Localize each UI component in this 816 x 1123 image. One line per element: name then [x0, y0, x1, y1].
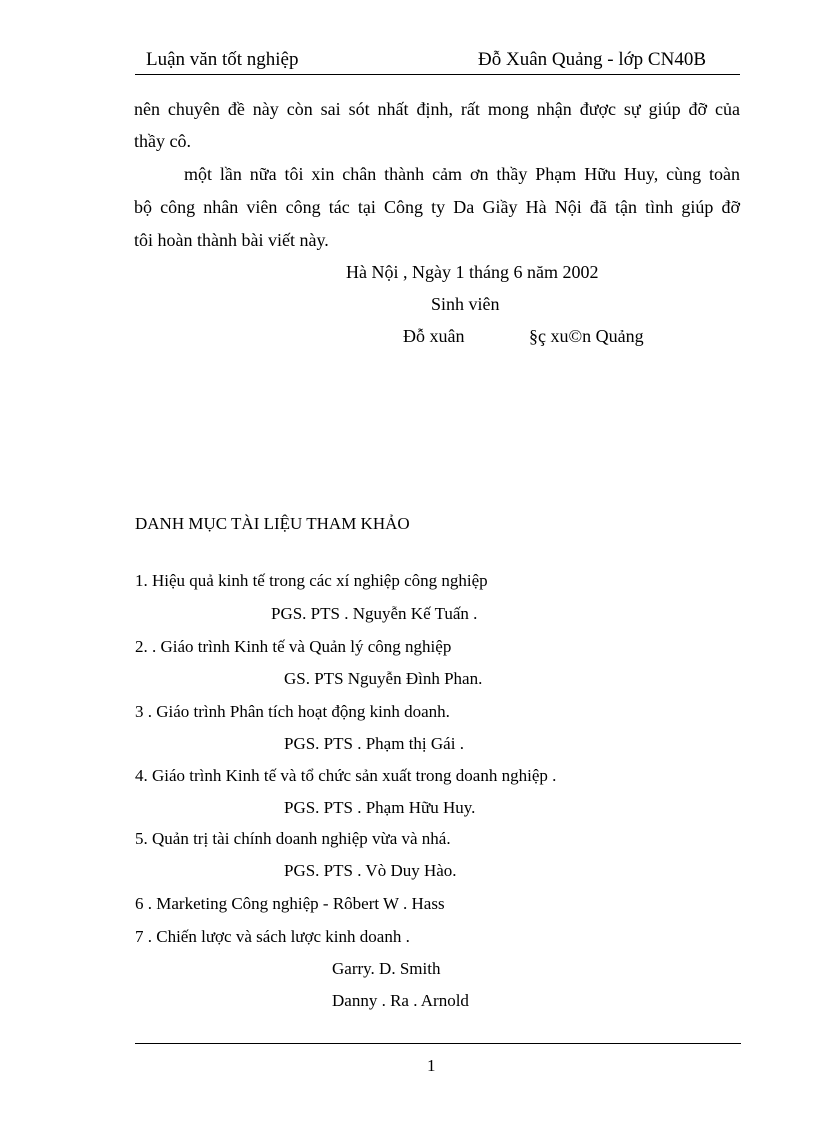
signature-place-date: Hà Nội , Ngày 1 tháng 6 năm 2002: [346, 262, 599, 282]
reference-item-title: 6 . Marketing Công nghiệp - Rôbert W . Hass: [135, 894, 445, 913]
page-number: 1: [427, 1056, 436, 1075]
header-title: Luận văn tốt nghiệp: [146, 49, 299, 70]
signature-name-b: §ç xu©n Quảng: [529, 326, 644, 346]
footer-divider: [135, 1043, 741, 1044]
reference-item-title: 4. Giáo trình Kinh tế và tổ chức sản xuất trong doanh nghiệp .: [135, 766, 557, 785]
reference-item-title: 3 . Giáo trình Phân tích hoạt động kinh doanh.: [135, 702, 450, 721]
signature-role: Sinh viên: [431, 294, 500, 314]
reference-item-author: GS. PTS Nguyễn Đình Phan.: [284, 669, 483, 688]
reference-item-title: 5. Quản trị tài chính doanh nghiệp vừa và nhá.: [135, 829, 451, 848]
header-author: Đỗ Xuân Quảng - lớp CN40B: [478, 49, 706, 70]
reference-item-author: PGS. PTS . Nguyễn Kế Tuấn .: [271, 604, 478, 623]
reference-item-author: PGS. PTS . Phạm thị Gái .: [284, 734, 464, 753]
body-line-2: thầy cô.: [134, 131, 191, 151]
reference-item-title: 7 . Chiến lược và sách lược kinh doanh .: [135, 927, 410, 946]
reference-item-author: PGS. PTS . Phạm Hữu Huy.: [284, 798, 476, 817]
body-line-5: tôi hoàn thành bài viết này.: [134, 230, 329, 250]
signature-name-a: Đỗ xuân: [403, 326, 465, 346]
reference-item-author: Garry. D. Smith: [332, 959, 441, 978]
body-line-1: nên chuyên đề này còn sai sót nhất định, rất mong nhận được sự giúp đỡ của: [134, 99, 740, 119]
reference-item-title: 1. Hiệu quả kinh tế trong các xí nghiệp công nghiệp: [135, 571, 488, 590]
body-line-3: một lần nữa tôi xin chân thành cảm ơn thầy Phạm Hữu Huy, cùng toàn: [184, 164, 740, 184]
reference-item-author: PGS. PTS . Vò Duy Hào.: [284, 861, 457, 880]
references-title: DANH MỤC TÀI LIỆU THAM KHẢO: [135, 514, 410, 533]
reference-item-title: 2. . Giáo trình Kinh tế và Quản lý công nghiệp: [135, 637, 452, 656]
body-line-4: bộ công nhân viên công tác tại Công ty Da Giầy Hà Nội đã tận tình giúp đỡ: [134, 197, 740, 217]
header-divider: [135, 74, 740, 75]
reference-item-author: Danny . Ra . Arnold: [332, 991, 469, 1010]
